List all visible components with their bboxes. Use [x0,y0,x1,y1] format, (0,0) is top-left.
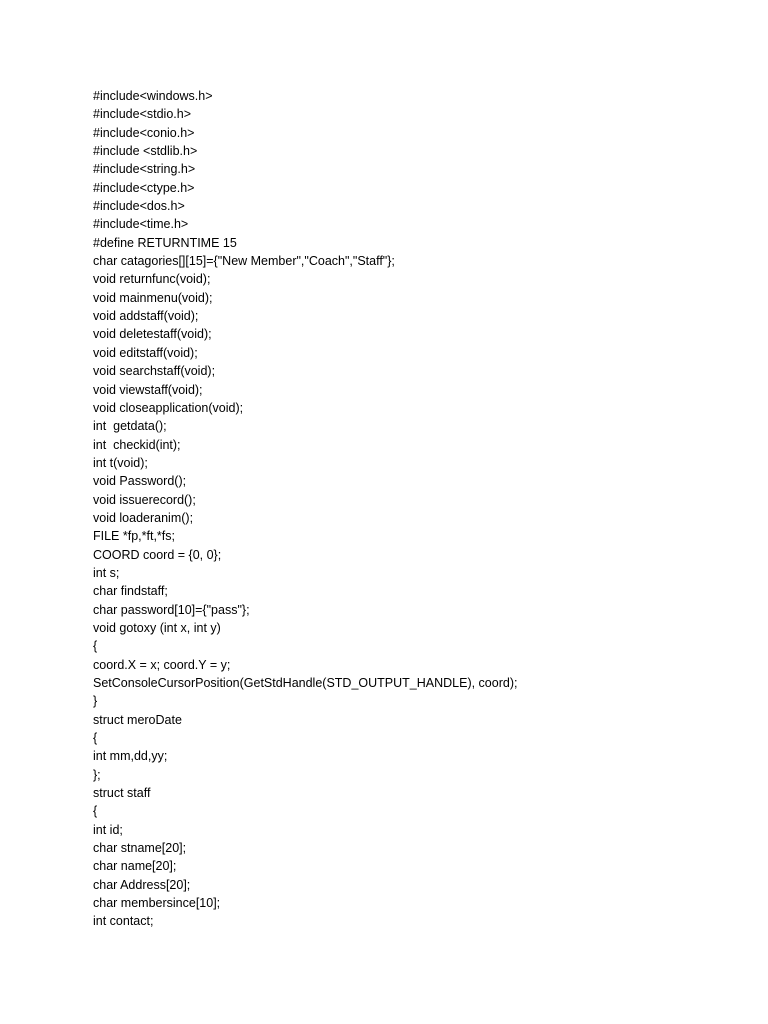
code-line: } [93,694,98,709]
code-line: #include<string.h> [93,162,196,177]
code-line: void mainmenu(void); [93,290,213,305]
code-line: { [93,804,98,819]
code-line: #define RETURNTIME 15 [93,235,237,250]
code-line: void gotoxy (int x, int y) [93,620,221,635]
code-line: }; [93,767,101,782]
code-line: struct staff [93,786,151,801]
code-line: { [93,731,98,746]
code-line: int mm,dd,yy; [93,749,168,764]
code-line: struct meroDate [93,712,182,727]
code-line: SetConsoleCursorPosition(GetStdHandle(STD_OUTPUT_HANDLE), coord); [93,676,518,690]
code-line: #include<stdio.h> [93,107,191,122]
code-line: char membersince[10]; [93,896,221,911]
code-line: void deletestaff(void); [93,327,212,342]
code-line: COORD coord = {0, 0}; [93,547,222,562]
code-line: int id; [93,822,123,837]
code-line: char stname[20]; [93,841,187,856]
code-line: coord.X = x; coord.Y = y; [93,657,231,672]
code-line: int contact; [93,914,154,929]
code-line: #include<conio.h> [93,125,195,140]
code-line: char Address[20]; [93,877,191,892]
source-code-listing [93,87,517,931]
code-line: #include<windows.h> [93,89,213,103]
code-line: int t(void); [93,455,148,470]
code-line: #include<dos.h> [93,199,185,214]
code-line: void searchstaff(void); [93,364,216,379]
code-line: { [93,639,98,654]
code-line: char catagories[][15]={"New Member","Coach","Staff"}; [93,254,395,269]
code-line: int checkid(int); [93,437,181,452]
code-line: void Password(); [93,474,187,489]
code-line: #include <stdlib.h> [93,144,198,159]
code-line: char name[20]; [93,859,177,874]
code-line: void closeapplication(void); [93,400,244,415]
code-line: FILE *fp,*ft,*fs; [93,529,175,544]
code-line: char password[10]={"pass"}; [93,602,250,617]
code-line: #include<time.h> [93,217,189,232]
code-line: void returnfunc(void); [93,272,211,287]
code-line: void loaderanim(); [93,510,194,525]
code-line: void editstaff(void); [93,345,198,360]
code-line: void issuerecord(); [93,492,196,507]
code-line: void viewstaff(void); [93,382,203,397]
code-line: #include<ctype.h> [93,180,195,195]
code-line: void addstaff(void); [93,309,199,324]
code-line: int getdata(); [93,419,167,434]
code-line: int s; [93,565,120,580]
code-line: char findstaff; [93,584,168,599]
